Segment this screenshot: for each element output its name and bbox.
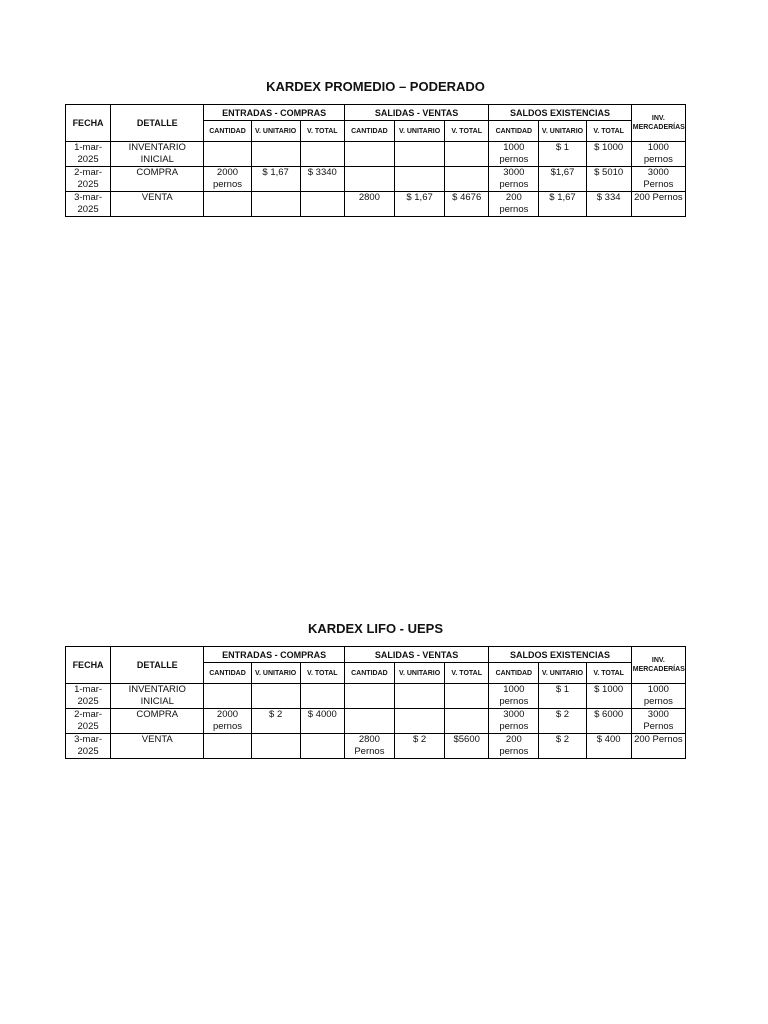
cell-saldos-v-total: $ 6000: [586, 709, 631, 734]
header-salidas: SALIDAS - VENTAS: [344, 647, 488, 663]
cell-saldos-v-unitario: $ 2: [539, 709, 586, 734]
cell-saldos-v-total: $ 334: [586, 192, 631, 217]
cell-saldos-cantidad: 3000 pernos: [489, 167, 539, 192]
cell-inv-mercaderias: 200 Pernos: [631, 192, 685, 217]
cell-inv-mercaderias: 1000 pernos: [631, 142, 685, 167]
cell-salidas-v-total: [445, 167, 489, 192]
header-cantidad: CANTIDAD: [344, 663, 394, 684]
cell-fecha: 2-mar-2025: [66, 709, 111, 734]
cell-saldos-v-total: $ 1000: [586, 142, 631, 167]
header-v-unitario: V. UNITARIO: [251, 663, 300, 684]
cell-entradas-v-unitario: $ 1,67: [251, 167, 300, 192]
cell-saldos-v-total: $ 5010: [586, 167, 631, 192]
cell-entradas-cantidad: 2000 pernos: [204, 709, 251, 734]
cell-salidas-v-unitario: [394, 142, 444, 167]
table-row: [66, 684, 686, 709]
cell-entradas-v-total: [300, 734, 344, 759]
header-cantidad: CANTIDAD: [204, 121, 251, 142]
header-v-total: V. TOTAL: [586, 121, 631, 142]
cell-salidas-cantidad: 2800: [344, 192, 394, 217]
table-row: [66, 167, 686, 192]
cell-saldos-v-unitario: $ 2: [539, 734, 586, 759]
cell-saldos-cantidad: 3000 pernos: [489, 709, 539, 734]
header-cantidad: CANTIDAD: [489, 663, 539, 684]
cell-entradas-v-total: $ 4000: [300, 709, 344, 734]
cell-salidas-v-unitario: [394, 167, 444, 192]
table-title: KARDEX LIFO - UEPS: [307, 621, 444, 636]
cell-detalle: INVENTARIO INICIAL: [111, 142, 204, 167]
cell-salidas-v-total: [445, 142, 489, 167]
header-salidas: SALIDAS - VENTAS: [344, 105, 488, 121]
cell-saldos-cantidad: 1000 pernos: [489, 684, 539, 709]
header-v-total: V. TOTAL: [300, 121, 344, 142]
cell-saldos-v-unitario: $ 1: [539, 142, 586, 167]
header-entradas: ENTRADAS - COMPRAS: [204, 105, 344, 121]
cell-detalle: COMPRA: [111, 709, 204, 734]
header-detalle: DETALLE: [111, 647, 204, 684]
header-inv-mercaderias: INV. MERCADERÍAS: [631, 647, 685, 684]
header-fecha: FECHA: [66, 647, 111, 684]
cell-saldos-v-unitario: $1,67: [539, 167, 586, 192]
header-cantidad: CANTIDAD: [344, 121, 394, 142]
cell-entradas-v-unitario: [251, 142, 300, 167]
header-saldos: SALDOS EXISTENCIAS: [489, 105, 631, 121]
cell-saldos-cantidad: 1000 pernos: [489, 142, 539, 167]
cell-fecha: 3-mar-2025: [66, 734, 111, 759]
header-v-total: V. TOTAL: [445, 121, 489, 142]
cell-fecha: 2-mar-2025: [66, 167, 111, 192]
table-row: [66, 734, 686, 759]
cell-inv-mercaderias: 3000 Pernos: [631, 709, 685, 734]
cell-salidas-v-unitario: [394, 709, 444, 734]
header-v-total: V. TOTAL: [586, 663, 631, 684]
cell-inv-mercaderias: 200 Pernos: [631, 734, 685, 759]
cell-entradas-v-unitario: [251, 734, 300, 759]
cell-entradas-cantidad: [204, 142, 251, 167]
table-row: [66, 192, 686, 217]
cell-entradas-cantidad: [204, 684, 251, 709]
cell-entradas-cantidad: [204, 734, 251, 759]
table-title: KARDEX PROMEDIO – PODERADO: [266, 79, 485, 94]
cell-entradas-cantidad: 2000 pernos: [204, 167, 251, 192]
cell-detalle: VENTA: [111, 192, 204, 217]
kardex-promedio-section: [65, 78, 686, 217]
header-saldos: SALDOS EXISTENCIAS: [489, 647, 631, 663]
cell-detalle: VENTA: [111, 734, 204, 759]
header-v-unitario: V. UNITARIO: [539, 663, 586, 684]
cell-inv-mercaderias: 3000 Pernos: [631, 167, 685, 192]
cell-salidas-cantidad: [344, 684, 394, 709]
table-row: [66, 142, 686, 167]
cell-detalle: COMPRA: [111, 167, 204, 192]
cell-salidas-v-unitario: $ 2: [394, 734, 444, 759]
cell-salidas-v-unitario: [394, 684, 444, 709]
header-v-total: V. TOTAL: [300, 663, 344, 684]
cell-entradas-cantidad: [204, 192, 251, 217]
cell-salidas-v-total: [445, 709, 489, 734]
header-detalle: DETALLE: [111, 105, 204, 142]
header-v-total: V. TOTAL: [445, 663, 489, 684]
cell-saldos-v-unitario: $ 1,67: [539, 192, 586, 217]
header-cantidad: CANTIDAD: [204, 663, 251, 684]
cell-salidas-cantidad: [344, 709, 394, 734]
cell-inv-mercaderias: 1000 pernos: [631, 684, 685, 709]
cell-detalle: INVENTARIO INICIAL: [111, 684, 204, 709]
cell-entradas-v-unitario: [251, 192, 300, 217]
cell-fecha: 3-mar-2025: [66, 192, 111, 217]
cell-salidas-v-total: [445, 684, 489, 709]
header-v-unitario: V. UNITARIO: [251, 121, 300, 142]
header-v-unitario: V. UNITARIO: [394, 121, 444, 142]
cell-salidas-cantidad: 2800 Pernos: [344, 734, 394, 759]
cell-entradas-v-total: $ 3340: [300, 167, 344, 192]
cell-entradas-v-unitario: $ 2: [251, 709, 300, 734]
kardex-table: [65, 104, 686, 217]
header-v-unitario: V. UNITARIO: [539, 121, 586, 142]
cell-salidas-cantidad: [344, 142, 394, 167]
cell-salidas-v-total: $ 4676: [445, 192, 489, 217]
cell-salidas-cantidad: [344, 167, 394, 192]
cell-entradas-v-total: [300, 684, 344, 709]
cell-entradas-v-total: [300, 192, 344, 217]
cell-entradas-v-unitario: [251, 684, 300, 709]
cell-fecha: 1-mar-2025: [66, 142, 111, 167]
cell-entradas-v-total: [300, 142, 344, 167]
cell-saldos-v-total: $ 400: [586, 734, 631, 759]
cell-saldos-v-total: $ 1000: [586, 684, 631, 709]
header-v-unitario: V. UNITARIO: [394, 663, 444, 684]
cell-salidas-v-total: $5600: [445, 734, 489, 759]
cell-fecha: 1-mar-2025: [66, 684, 111, 709]
header-entradas: ENTRADAS - COMPRAS: [204, 647, 344, 663]
table-row: [66, 709, 686, 734]
cell-saldos-cantidad: 200 pernos: [489, 192, 539, 217]
cell-saldos-v-unitario: $ 1: [539, 684, 586, 709]
kardex-lifo-section: [65, 620, 686, 759]
header-inv-mercaderias: INV. MERCADERÍAS: [631, 105, 685, 142]
cell-salidas-v-unitario: $ 1,67: [394, 192, 444, 217]
cell-saldos-cantidad: 200 pernos: [489, 734, 539, 759]
header-cantidad: CANTIDAD: [489, 121, 539, 142]
header-fecha: FECHA: [66, 105, 111, 142]
kardex-table: [65, 646, 686, 759]
